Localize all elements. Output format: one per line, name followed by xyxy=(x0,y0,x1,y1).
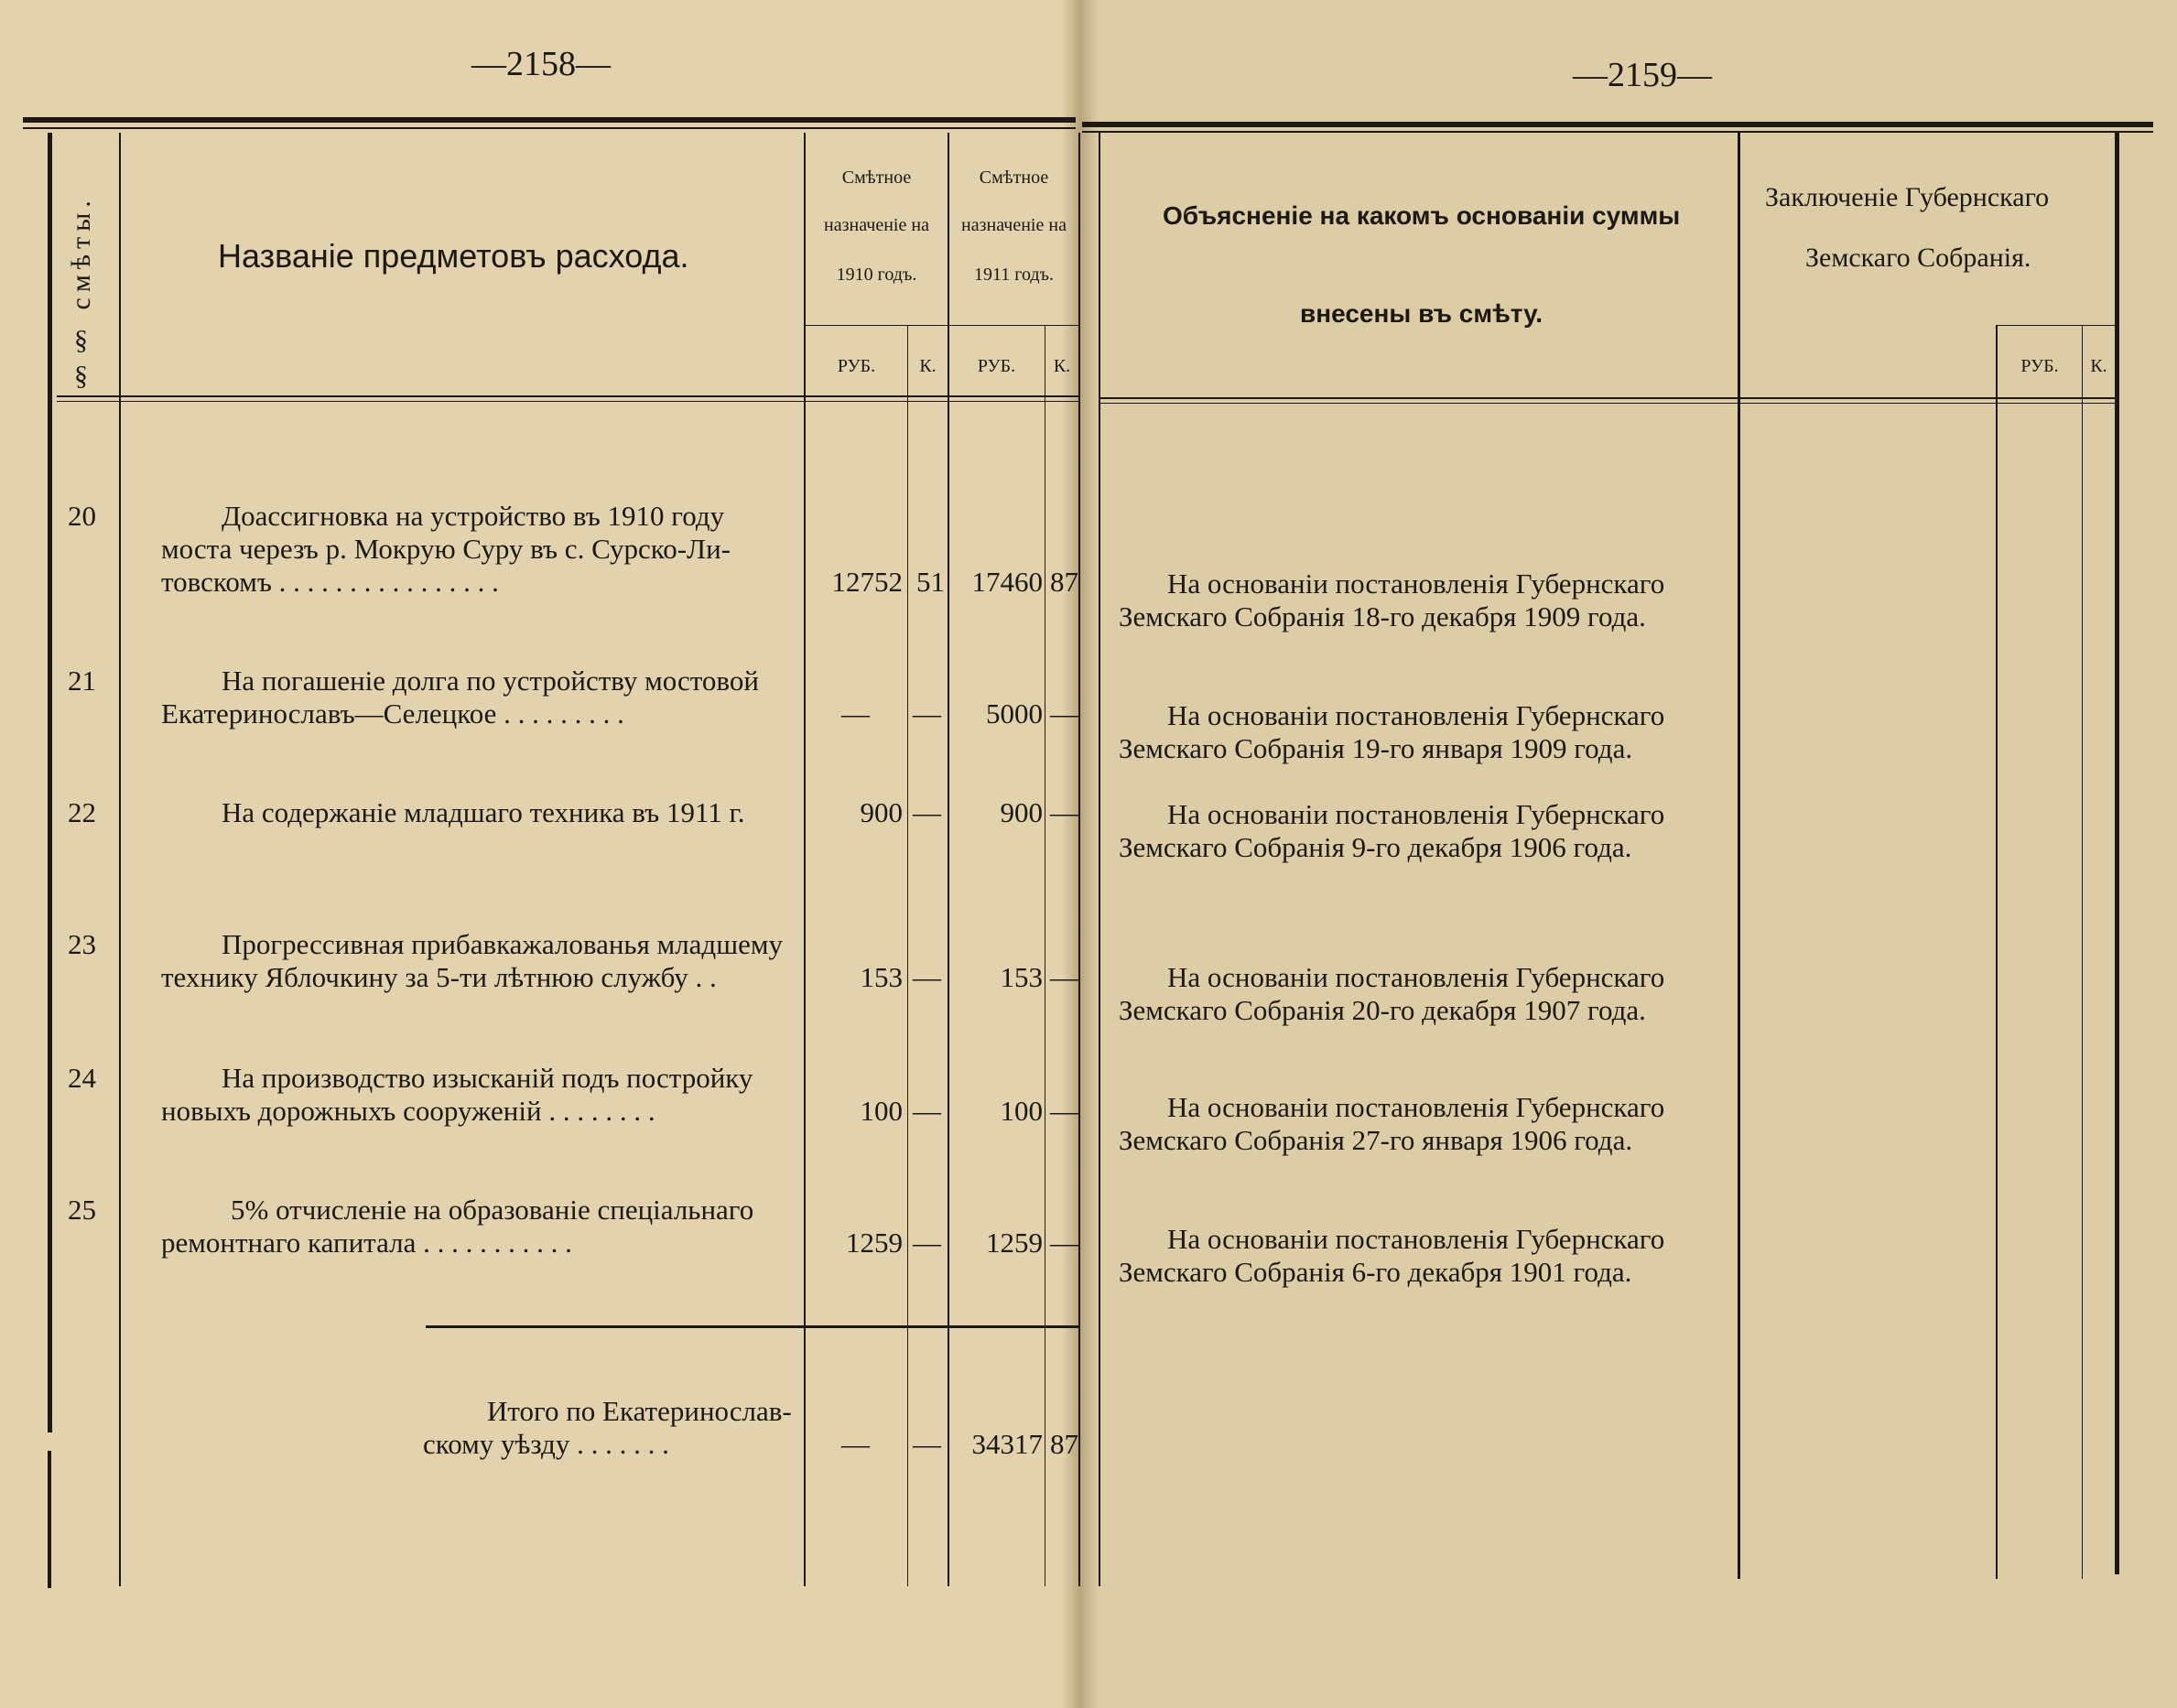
right-inner-border xyxy=(1099,133,1100,1586)
top-rule-right-thin xyxy=(1082,131,2153,133)
header-bottom-rule-left-2 xyxy=(57,401,1080,402)
row-20-rub-1910: 12752 xyxy=(831,566,903,598)
row-22-rub-1911: 900 xyxy=(1000,796,1043,828)
total-label-line2: скому уѣзду . . . . . . . xyxy=(423,1428,669,1460)
total-label-line1: Итого по Екатеринослав- xyxy=(487,1395,792,1427)
conclusion-subrule xyxy=(1996,325,2115,326)
rub-1911-label: РУБ. xyxy=(977,356,1016,376)
rub-subrule-1910 xyxy=(806,325,948,326)
row-21-name-line1: На погашеніе долга по устройству мостовой xyxy=(222,665,759,697)
section-column-header: §§ смѣты. xyxy=(66,195,96,394)
row-23-basis-line2: Земскаго Собранія 20-го декабря 1907 года. xyxy=(1119,994,1646,1026)
row-25-kop-1910: — xyxy=(913,1227,941,1259)
row-21-name-line2: Екатеринославъ—Селецкое . . . . . . . . . xyxy=(161,697,624,730)
explanation-header-line2: внесены въ смѣту. xyxy=(1300,299,1543,328)
row-25-name-line2: ремонтнаго капитала . . . . . . . . . . . xyxy=(161,1227,572,1259)
name-column-header: Названіе предметовъ расхода. xyxy=(218,237,689,275)
row-22-name-line1: На содержаніе младшаго техника въ 1911 г. xyxy=(222,796,745,828)
row-20-kop-1910: 51 xyxy=(916,566,945,598)
header-bottom-rule-left xyxy=(57,395,1080,397)
total-separator xyxy=(426,1325,1078,1328)
col-line-conclusion-rub xyxy=(1996,325,1998,1579)
row-21-rub-1911: 5000 xyxy=(986,697,1043,730)
row-23-rub-1910: 153 xyxy=(860,961,903,993)
row-25-rub-1911: 1259 xyxy=(986,1227,1043,1259)
est1911-line1: Смѣтное xyxy=(979,168,1049,188)
row-23-name-line2: технику Яблочкину за 5-ти лѣтнюю службу . . xyxy=(161,961,717,993)
row-20-basis-line1: На основаніи постановленія Губернскаго xyxy=(1167,568,1665,600)
right-outer-border xyxy=(2115,133,2119,1574)
kop-1910-label: К. xyxy=(919,356,937,376)
rub-subrule-1911 xyxy=(948,325,1079,326)
est1910-line2: назначеніе на xyxy=(824,215,929,235)
col-line-conclusion-k xyxy=(2082,325,2083,1579)
conclusion-kop-label: К. xyxy=(2090,356,2107,376)
row-22-kop-1911: — xyxy=(1050,796,1078,828)
row-21-basis-line1: На основаніи постановленія Губернскаго xyxy=(1167,699,1665,731)
row-25-number: 25 xyxy=(68,1194,96,1226)
row-23-kop-1911: — xyxy=(1050,961,1078,993)
row-24-rub-1910: 100 xyxy=(860,1095,903,1127)
conclusion-header-line2: Земскаго Собранія. xyxy=(1805,243,2031,273)
row-25-basis-line2: Земскаго Собранія 6-го декабря 1901 года. xyxy=(1119,1256,1632,1288)
col-line-k1910 xyxy=(907,325,908,1586)
row-21-basis-line2: Земскаго Собранія 19-го января 1909 года. xyxy=(1119,732,1633,764)
col-line-1911 xyxy=(1078,133,1080,1586)
total-kop-1911: 87 xyxy=(1050,1428,1078,1460)
row-24-kop-1911: — xyxy=(1050,1095,1078,1127)
right-page-number: —2159— xyxy=(1573,56,1712,94)
row-24-rub-1911: 100 xyxy=(1000,1095,1043,1127)
row-20-number: 20 xyxy=(68,500,96,532)
row-24-basis-line2: Земскаго Собранія 27-го января 1906 года. xyxy=(1119,1124,1633,1156)
est1911-line2: назначеніе на xyxy=(961,215,1067,235)
header-bottom-rule-right xyxy=(1099,397,2117,399)
top-rule-right xyxy=(1082,122,2153,127)
row-24-name-line2: новыхъ дорожныхъ сооруженій . . . . . . . . xyxy=(161,1095,655,1127)
row-25-basis-line1: На основаніи постановленія Губернскаго xyxy=(1167,1223,1665,1255)
row-24-kop-1910: — xyxy=(913,1095,941,1127)
col-line-explanation xyxy=(1738,133,1740,1579)
conclusion-rub-label: РУБ. xyxy=(2020,356,2059,376)
conclusion-header-line1: Заключеніе Губернскаго xyxy=(1765,182,2050,212)
header-bottom-rule-right-2 xyxy=(1099,403,2117,404)
total-kop-1910: — xyxy=(913,1428,941,1460)
left-outer-border xyxy=(48,133,52,1432)
row-20-name-line3: товскомъ . . . . . . . . . . . . . . . . xyxy=(161,566,499,598)
row-20-rub-1911: 17460 xyxy=(971,566,1043,598)
col-line-section xyxy=(119,133,121,1586)
explanation-header-line1: Объясненіе на какомъ основаніи суммы xyxy=(1163,201,1681,230)
row-25-name-line1: 5% отчисленіе на образованіе спеціальнаго xyxy=(231,1194,754,1226)
row-22-basis-line1: На основаніи постановленія Губернскаго xyxy=(1167,798,1665,830)
row-21-kop-1910: — xyxy=(913,697,941,730)
row-23-basis-line1: На основаніи постановленія Губернскаго xyxy=(1167,961,1665,993)
row-23-number: 23 xyxy=(68,928,96,960)
row-20-name-line1: Доассигновка на устройство въ 1910 году xyxy=(222,500,725,532)
row-23-kop-1910: — xyxy=(913,961,941,993)
kop-1911-label: К. xyxy=(1053,356,1071,376)
left-page-number: —2158— xyxy=(471,45,611,83)
row-25-rub-1910: 1259 xyxy=(846,1227,903,1259)
row-22-number: 22 xyxy=(68,796,96,828)
est1910-line3: 1910 годъ. xyxy=(836,265,917,285)
row-20-basis-line2: Земскаго Собранія 18-го декабря 1909 года. xyxy=(1119,600,1646,632)
row-24-number: 24 xyxy=(68,1062,96,1094)
row-20-name-line2: моста черезъ р. Мокрую Суру въ с. Сурско-Ли- xyxy=(161,533,731,565)
total-rub-1910: — xyxy=(841,1428,870,1460)
row-21-rub-1910: — xyxy=(841,697,870,730)
row-22-kop-1910: — xyxy=(913,796,941,828)
row-25-kop-1911: — xyxy=(1050,1227,1078,1259)
top-rule-left-thin xyxy=(23,127,1076,129)
row-23-rub-1911: 153 xyxy=(1000,961,1043,993)
row-20-kop-1911: 87 xyxy=(1050,566,1078,598)
col-line-name xyxy=(804,133,806,1586)
left-outer-border-lower xyxy=(48,1451,51,1588)
row-22-basis-line2: Земскаго Собранія 9-го декабря 1906 года. xyxy=(1119,831,1632,863)
col-line-1910 xyxy=(948,133,949,1586)
est1910-line1: Смѣтное xyxy=(841,168,912,188)
row-24-name-line1: На производство изысканій подъ постройку xyxy=(222,1062,753,1094)
row-24-basis-line1: На основаніи постановленія Губернскаго xyxy=(1167,1091,1665,1123)
top-rule-left xyxy=(23,117,1076,123)
row-23-name-line1: Прогрессивная прибавкажалованья младшему xyxy=(222,928,783,960)
total-rub-1911: 34317 xyxy=(971,1428,1043,1460)
row-22-rub-1910: 900 xyxy=(860,796,903,828)
row-21-kop-1911: — xyxy=(1050,697,1078,730)
est1911-line3: 1911 годъ. xyxy=(974,265,1054,285)
rub-1910-label: РУБ. xyxy=(837,356,876,376)
row-21-number: 21 xyxy=(68,665,96,697)
